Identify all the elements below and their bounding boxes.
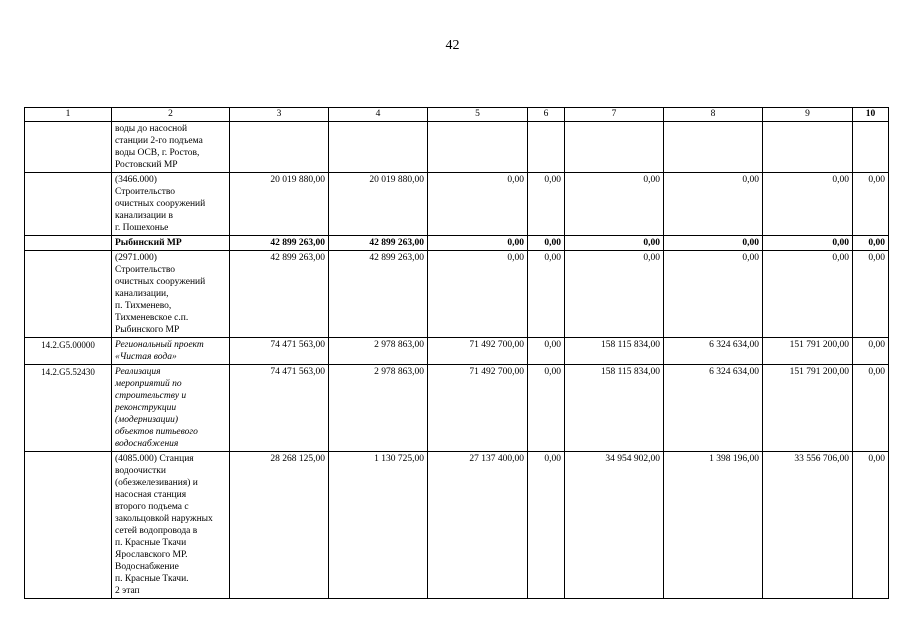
desc-line: п. Красные Ткачи. [115,574,189,584]
column-header: 5 [428,108,528,122]
desc-line: Ростовский МР [115,160,178,170]
desc-line: сетей водопровода в [115,526,198,536]
desc-line: строительству и [115,391,187,401]
column-header: 1 [25,108,112,122]
table-row [25,122,889,173]
desc-line: Водоснабжение [115,562,179,572]
cell-value: 0,00 [853,173,889,236]
desc-line: воды до насосной [115,124,188,134]
cell-value: 0,00 [428,236,528,251]
cell-value: 0,00 [528,338,565,365]
desc-line: Региональный проект [115,340,204,350]
cell-value: 0,00 [664,251,763,338]
desc-line: очистных сооружений [115,277,206,287]
cell-value: 0,00 [853,338,889,365]
cell-value: 42 899 263,00 [329,236,428,251]
desc-line: (2971.000) [115,253,157,263]
table-row [25,338,889,365]
desc-line: Строительство [115,265,176,275]
desc-line: мероприятий по [115,379,182,389]
desc-line: канализации в [115,211,173,221]
row-description [112,122,230,173]
cell-value: 6 324 634,00 [664,365,763,452]
row-code [25,122,112,173]
cell-value [763,122,853,173]
cell-value: 27 137 400,00 [428,452,528,599]
desc-line: объектов питьевого [115,427,198,437]
desc-line: Реализация [115,367,161,377]
cell-value: 0,00 [565,251,664,338]
cell-value: 20 019 880,00 [329,173,428,236]
cell-value: 71 492 700,00 [428,365,528,452]
cell-value: 151 791 200,00 [763,365,853,452]
row-code [25,236,112,251]
cell-value: 0,00 [565,236,664,251]
cell-value: 34 954 902,00 [565,452,664,599]
cell-value [230,122,329,173]
cell-value: 0,00 [428,173,528,236]
row-description [112,173,230,236]
desc-line: второго подъема с [115,502,189,512]
desc-line: 2 этап [115,586,140,596]
desc-line: (4085.000) Станция [115,454,194,464]
cell-value [528,122,565,173]
table-row [25,452,889,599]
cell-value: 158 115 834,00 [565,365,664,452]
column-header: 7 [565,108,664,122]
cell-value: 0,00 [528,236,565,251]
row-code [25,452,112,599]
cell-value: 74 471 563,00 [230,365,329,452]
cell-value [565,122,664,173]
desc-line: п. Тихменево, [115,301,172,311]
cell-value: 0,00 [428,251,528,338]
cell-value [664,122,763,173]
row-description [112,338,230,365]
header-row [25,108,889,122]
desc-line: Строительство [115,187,176,197]
cell-value: 71 492 700,00 [428,338,528,365]
cell-value: 0,00 [763,251,853,338]
table-row [25,251,889,338]
cell-value: 6 324 634,00 [664,338,763,365]
column-header: 4 [329,108,428,122]
row-code [25,173,112,236]
desc-line: (модернизации) [115,415,179,425]
cell-value: 0,00 [528,452,565,599]
cell-value: 0,00 [853,251,889,338]
cell-value: 74 471 563,00 [230,338,329,365]
table-row [25,236,889,251]
cell-value: 28 268 125,00 [230,452,329,599]
cell-value: 0,00 [528,365,565,452]
row-code: 14.2.G5.52430 [25,365,112,452]
desc-line: «Чистая вода» [115,352,177,362]
desc-line: водоочистки [115,466,166,476]
cell-value: 0,00 [565,173,664,236]
column-header: 3 [230,108,329,122]
desc-line: станции 2-го подъема [115,136,203,146]
row-description [112,251,230,338]
desc-line: (3466.000) [115,175,157,185]
table-row [25,365,889,452]
cell-value: 2 978 863,00 [329,338,428,365]
desc-line: Ярославского МР. [115,550,188,560]
cell-value: 0,00 [763,173,853,236]
desc-line: канализации, [115,289,169,299]
desc-line: Тихменевское с.п. [115,313,189,323]
table-row [25,173,889,236]
budget-table [24,107,889,599]
column-header: 6 [528,108,565,122]
desc-line: п. Красные Ткачи [115,538,187,548]
cell-value: 158 115 834,00 [565,338,664,365]
desc-line: очистных сооружений [115,199,206,209]
row-code [25,251,112,338]
row-description [112,365,230,452]
desc-line: водоснабжения [115,439,179,449]
cell-value: 0,00 [853,452,889,599]
cell-value [428,122,528,173]
desc-line: г. Пошехонье [115,223,169,233]
cell-value: 0,00 [528,173,565,236]
desc-line: реконструкции [115,403,177,413]
row-description [112,236,230,251]
desc-line: Рыбинский МР [115,238,182,248]
column-header: 10 [853,108,889,122]
cell-value: 42 899 263,00 [230,236,329,251]
cell-value: 151 791 200,00 [763,338,853,365]
desc-line: насосная станция [115,490,187,500]
desc-line: Рыбинского МР [115,325,180,335]
desc-line: воды ОСВ, г. Ростов, [115,148,200,158]
cell-value: 1 130 725,00 [329,452,428,599]
cell-value [853,122,889,173]
cell-value: 0,00 [853,365,889,452]
desc-line: (обезжелезивания) и [115,478,198,488]
cell-value: 42 899 263,00 [329,251,428,338]
cell-value [329,122,428,173]
cell-value: 1 398 196,00 [664,452,763,599]
column-header: 2 [112,108,230,122]
cell-value: 0,00 [528,251,565,338]
page-number: 42 [445,38,460,53]
cell-value: 20 019 880,00 [230,173,329,236]
column-header: 8 [664,108,763,122]
cell-value: 42 899 263,00 [230,251,329,338]
cell-value: 33 556 706,00 [763,452,853,599]
cell-value: 0,00 [763,236,853,251]
cell-value: 0,00 [853,236,889,251]
cell-value: 0,00 [664,236,763,251]
column-header: 9 [763,108,853,122]
row-code: 14.2.G5.00000 [25,338,112,365]
desc-line: закольцовкой наружных [115,514,213,524]
cell-value: 2 978 863,00 [329,365,428,452]
cell-value: 0,00 [664,173,763,236]
row-description [112,452,230,599]
